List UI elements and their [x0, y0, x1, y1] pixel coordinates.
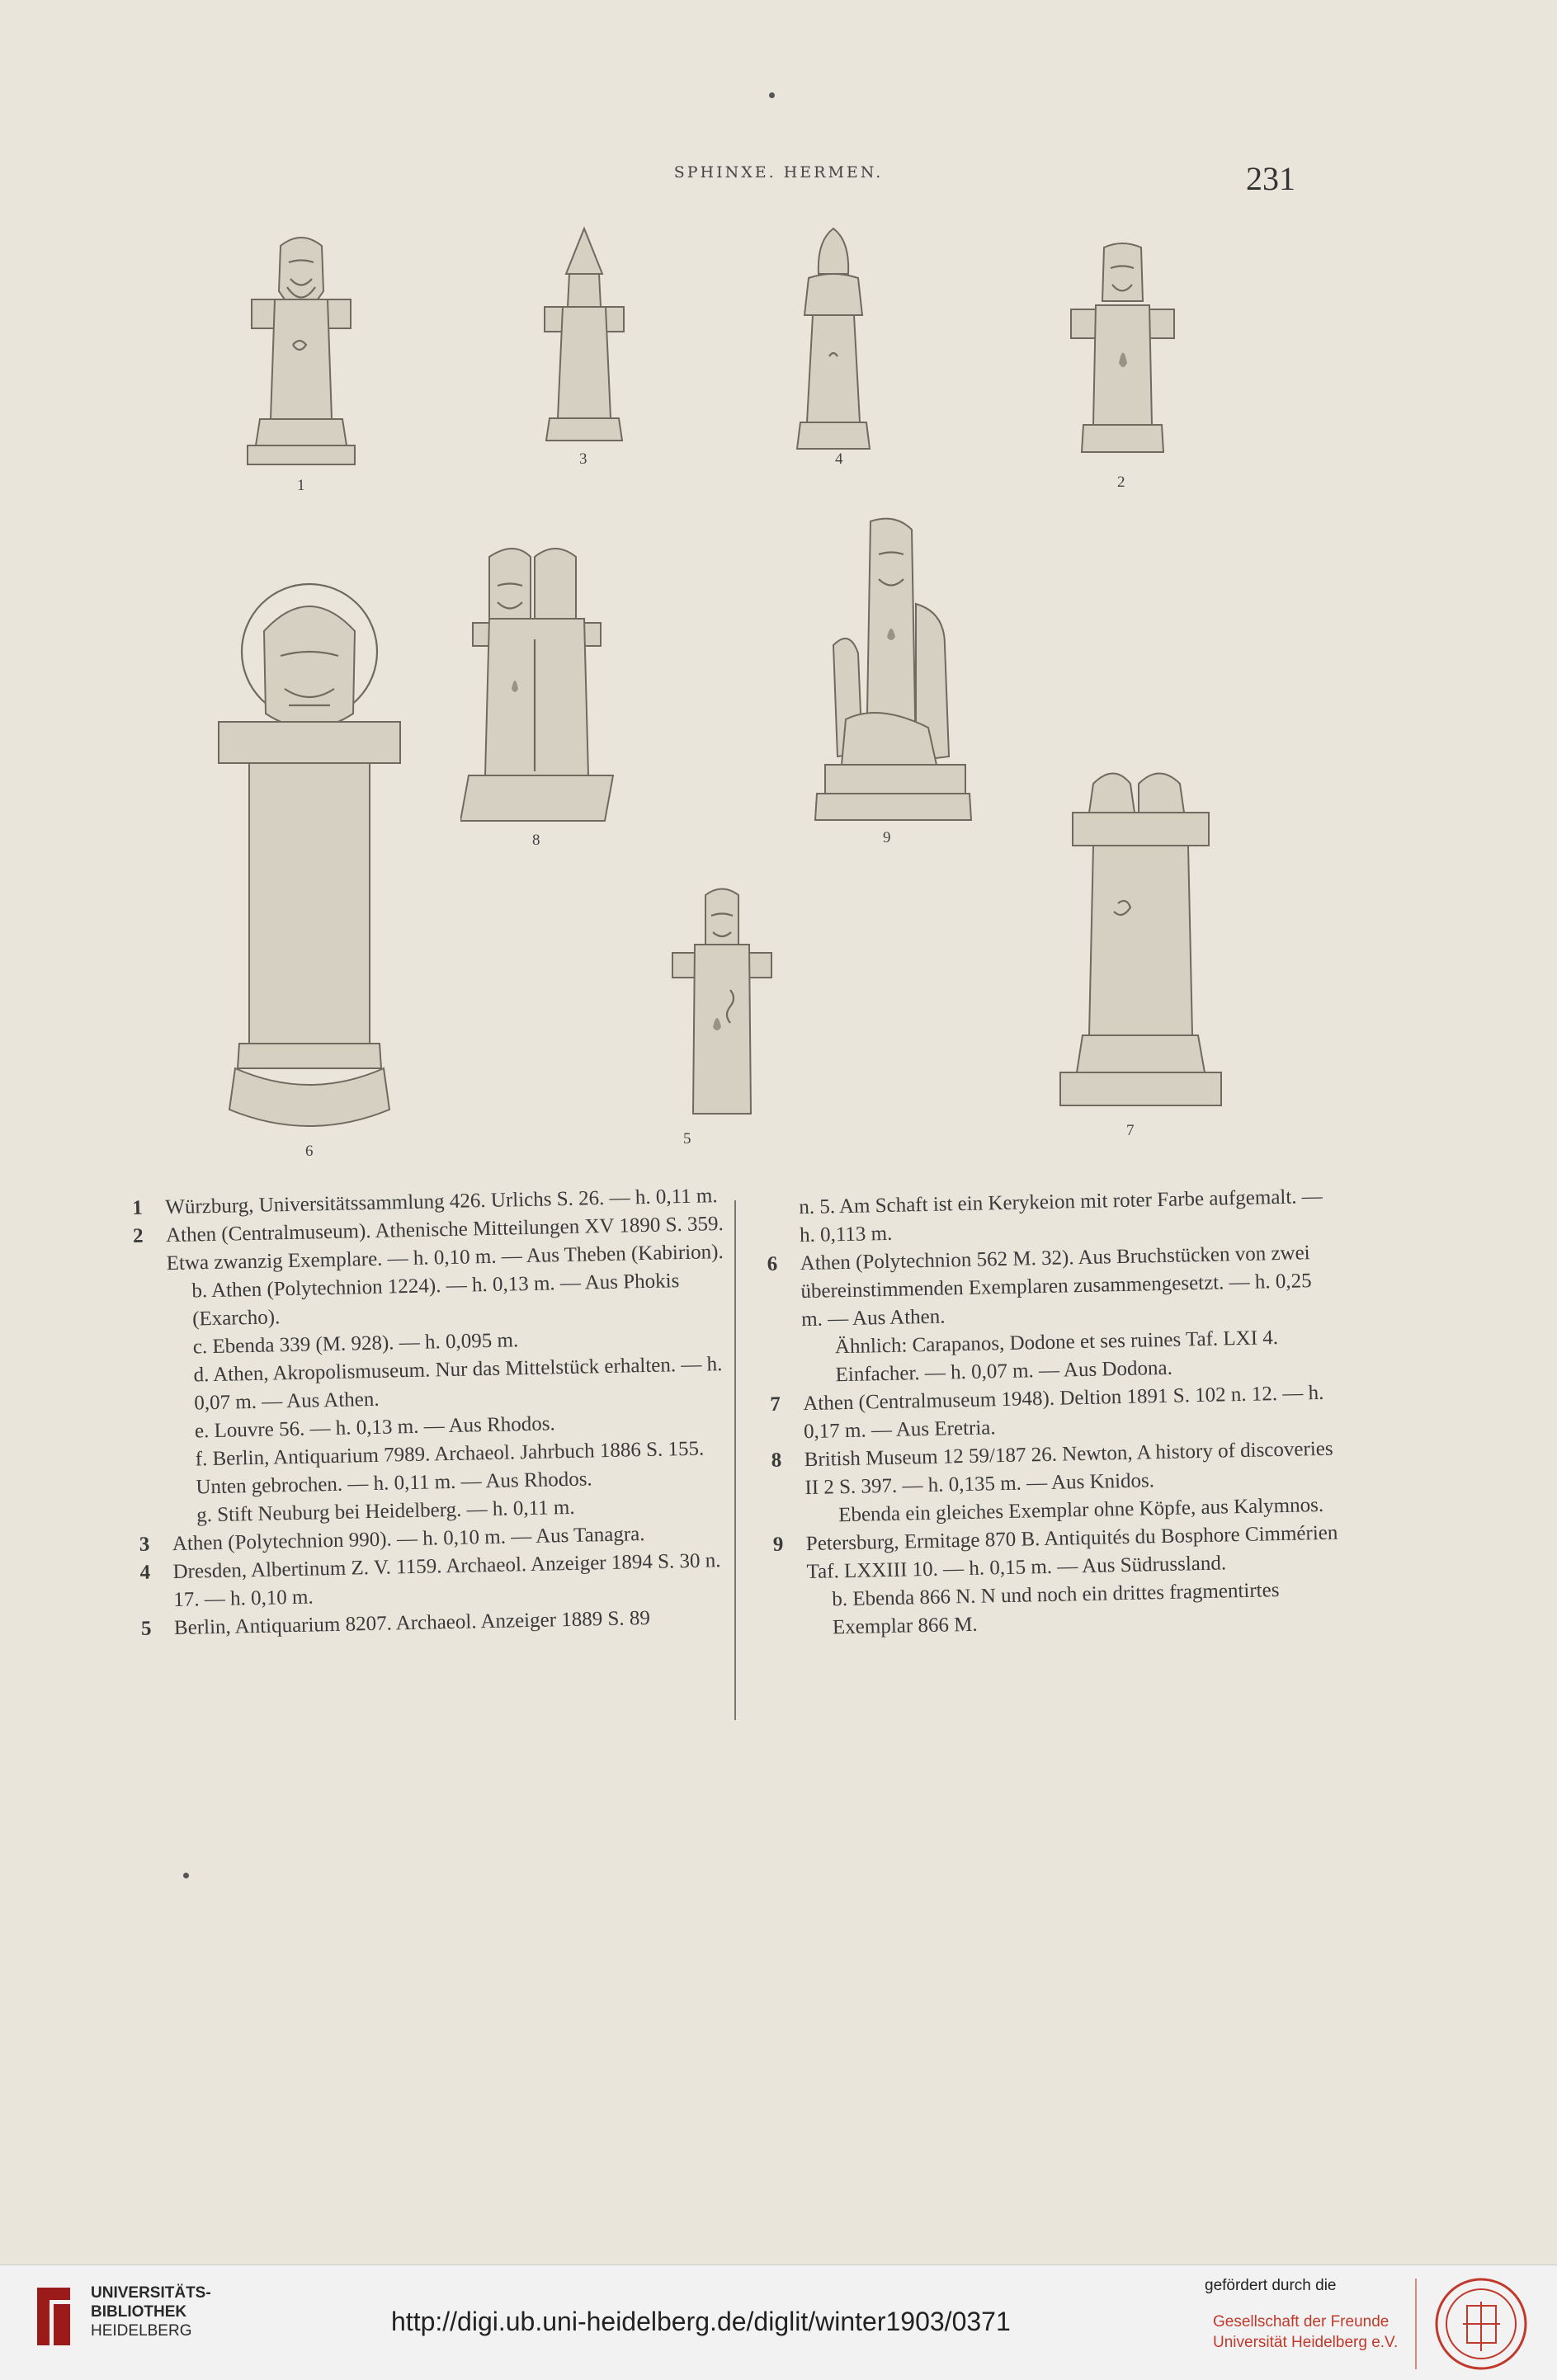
note-entry: Ebenda ein gleiches Exemplar ohne Köpfe, aus Kalymnos.: [837, 1493, 1324, 1527]
figure-label-2: 2: [1117, 474, 1125, 491]
note-entry: e. Louvre 56. — h. 0,13 m. — Aus Rhodos.: [194, 1412, 556, 1443]
note-entry: c. Ebenda 339 (M. 928). — h. 0,095 m.: [192, 1329, 519, 1359]
figure-label-3: 3: [579, 450, 587, 468]
note-entry: 4 Dresden, Albertinum Z. V. 1159. Archaeol. Anzeiger 1894 S. 30 n. 17. — h. 0,10 m.: [139, 1549, 721, 1612]
ub-heidelberg-logo-icon[interactable]: [33, 2283, 74, 2349]
notes-right-column: [766, 1183, 1344, 1643]
note-entry: Ähnlich: Carapanos, Dodone et ses ruines Taf. LXI 4. Einfacher. — h. 0,07 m. — Aus Dodona.: [834, 1327, 1279, 1387]
note-entry: d. Athen, Akropolismuseum. Nur das Mittelstück erhalten. — h. 0,07 m. — Aus Athen.: [193, 1353, 723, 1415]
figure-8-herm: [460, 540, 617, 825]
permalink-url[interactable]: http://digi.ub.uni-heidelberg.de/diglit/winter1903/0371: [391, 2307, 1011, 2336]
figure-label-5: 5: [683, 1130, 691, 1148]
footer-bar: [0, 2265, 1557, 2380]
figure-label-6: 6: [305, 1143, 314, 1160]
column-rule: [734, 1200, 736, 1720]
note-entry: g. Stift Neuburg bei Heidelberg. — h. 0,11 m.: [196, 1496, 575, 1527]
note-entry: 9 Petersburg, Ermitage 870 B. Antiquités du Bosphore Cimmérien Taf. LXXIII 10. — h. 0,15 m. — Aus Südrussland.: [772, 1521, 1338, 1584]
sponsor-intro: gefördert durch die: [1205, 2277, 1337, 2294]
figure-label-9: 9: [883, 829, 891, 846]
note-entry: 3 Athen (Polytechnion 990). — h. 0,10 m. — Aus Tanagra.: [139, 1523, 645, 1556]
figure-9-herm-group: [813, 513, 974, 827]
figure-4-herm: [784, 224, 883, 455]
note-entry: 5 Berlin, Antiquarium 8207. Archaeol. Anzeiger 1889 S. 89: [140, 1606, 651, 1640]
note-entry: b. Ebenda 866 N. N und noch ein drittes fragmentirtes Exemplar 866 M.: [832, 1579, 1280, 1639]
figure-label-4: 4: [835, 450, 843, 468]
note-entry: f. Berlin, Antiquarium 7989. Archaeol. Jahrbuch 1886 S. 155. Unten gebrochen. — h. 0,11 m. — Aus Rhodos.: [195, 1437, 705, 1499]
figure-label-8: 8: [532, 832, 540, 849]
note-entry: 8 British Museum 12 59/187 26. Newton, A history of discoveries II 2 S. 397. — h. 0,135 m. — Aus Knidos.: [771, 1437, 1333, 1500]
figure-1-herm: [239, 229, 363, 469]
figure-6-herm: [206, 573, 421, 1134]
sponsor-name[interactable]: Gesellschaft der Freunde Universität Heidelberg e.V.: [1213, 2313, 1399, 2351]
note-entry: 1 Würzburg, Universitätssammlung 426. Urlichs S. 26. — h. 0,11 m.: [132, 1185, 718, 1219]
note-entry: n. 5. Am Schaft ist ein Kerykeion mit roter Farbe aufgemalt. — h. 0,113 m.: [799, 1185, 1323, 1247]
university-seal-icon: [1434, 2277, 1529, 2372]
page-number: 231: [1246, 160, 1295, 197]
running-header: SPHINXE. HERMEN.: [673, 163, 884, 181]
note-entry: 7 Athen (Centralmuseum 1948). Deltion 1891 S. 102 n. 12. — h. 0,17 m. — Aus Eretria.: [770, 1381, 1324, 1444]
notes-left-column: [132, 1182, 743, 1643]
speck: [183, 1873, 189, 1878]
figure-label-1: 1: [297, 477, 305, 494]
note-entry: 6 Athen (Polytechnion 562 M. 32). Aus Bruchstücken von zwei übereinstimmenden Exemplaren zusammengesetzt. — h. 0,25 m. — Aus Athen.: [767, 1242, 1312, 1331]
figure-3-herm: [535, 224, 634, 447]
footer-divider: [1415, 2279, 1417, 2369]
figure-5-herm: [660, 883, 784, 1122]
figure-7-herm: [1056, 763, 1225, 1110]
figure-2-herm: [1063, 239, 1182, 462]
note-entry: b. Athen (Polytechnion 1224). — h. 0,13 m. — Aus Phokis (Exarcho).: [191, 1270, 680, 1331]
figure-label-7: 7: [1126, 1122, 1135, 1139]
ub-heidelberg-logo-text[interactable]: UNIVERSITÄTS- BIBLIOTHEK HEIDELBERG: [91, 2284, 211, 2340]
note-entry: 2 Athen (Centralmuseum). Athenische Mitteilungen XV 1890 S. 359. Etwa zwanzig Exemplare. — h. 0,10 m. — Aus Theben (Kabirion).: [132, 1213, 724, 1275]
speck: [769, 92, 775, 98]
